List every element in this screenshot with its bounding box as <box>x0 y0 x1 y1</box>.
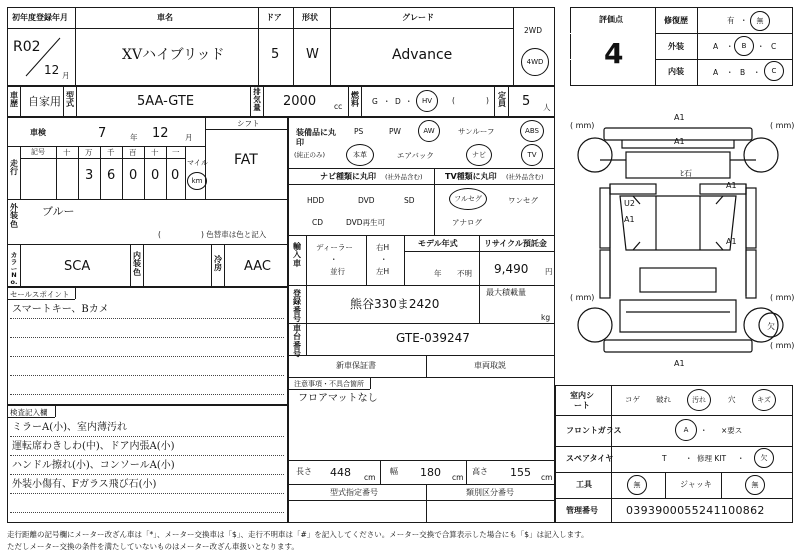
height-unit: cm <box>541 473 553 482</box>
shape-value: W <box>306 47 319 62</box>
repair-option-none-circled <box>750 11 770 31</box>
displacement-label: 排気量 <box>253 87 261 112</box>
seat-koge: コゲ <box>625 395 640 404</box>
first-reg-label: 初年度登録年月 <box>12 13 68 22</box>
inspector-note-line-2: 運転席わきしわ(中)、ドア内張A(小) <box>12 441 175 452</box>
windshield-label: フロントガラス <box>566 426 622 435</box>
rating-value: 4 <box>604 37 624 70</box>
shift-label: シフト <box>237 119 260 128</box>
warranty-new-car: 新車保証書 <box>336 361 376 370</box>
seat-yabure: 破れ <box>656 395 671 404</box>
diagram-mark-rear-bumper: A1 <box>674 359 685 368</box>
recycle-value: 9,490 <box>494 262 529 276</box>
interior-seat-label: 室内シート <box>570 391 594 411</box>
drive-2wd: 2WD <box>524 26 542 35</box>
equip-leather-circled <box>346 144 374 166</box>
inspector-note-line-1: ミラーA(小)、室内薄汚れ <box>12 422 128 433</box>
diagram-mark-front-bumper: A1 <box>674 113 685 122</box>
fuel-g: G <box>372 97 378 106</box>
spare-tire-label: スペアタイヤ <box>566 454 614 463</box>
seat-yogore: 汚れ <box>692 395 706 404</box>
height-value: 155 <box>510 466 531 479</box>
diagram-mark-left-front-door: U2 <box>624 199 635 208</box>
mileage-unit-sen: 千 <box>107 148 115 157</box>
import-left-h: 左H <box>376 267 390 276</box>
capacity-value: 5 <box>522 94 531 109</box>
fuel-label: 燃料 <box>351 91 359 109</box>
fuel-hv-circled <box>416 90 438 112</box>
inspector-note-line-4: 外装小傷有、Fガラス飛び石(小) <box>12 479 157 490</box>
tv-oneseg: ワンセグ <box>508 196 538 205</box>
inspection-label: 車検 <box>30 128 46 137</box>
seat-ana: 穴 <box>728 395 736 404</box>
mm-label-br2: ( mm) <box>770 341 795 350</box>
inspector-notes-label: 検査記入欄 <box>10 408 48 417</box>
interior-option-a: A <box>713 68 719 77</box>
spare-missing: 欠 <box>760 453 768 462</box>
shift-value: FAT <box>234 152 258 168</box>
drive-4wd-circled <box>521 48 549 76</box>
exterior-option-c: C <box>771 42 777 51</box>
import-right-h: 右H <box>376 243 390 252</box>
tv-sub: (社外品含む) <box>506 173 544 181</box>
tools-label: 工具 <box>576 480 592 489</box>
tools-value: 無 <box>633 480 641 489</box>
car-name-value: XVハイブリッド <box>122 47 225 63</box>
diagram-mark-left-door-2: A1 <box>624 215 635 224</box>
import-dealer: ディーラー <box>316 243 353 252</box>
mileage-unit-ichi: 一 <box>172 148 180 157</box>
navi-sub: (社外品含む) <box>385 173 423 181</box>
interior-option-c: C <box>771 66 777 75</box>
import-label: 輸入車 <box>293 242 301 268</box>
spare-repair-kit: 修理 KIT <box>697 454 727 463</box>
interior-label: 内装 <box>668 67 684 76</box>
length-unit: cm <box>364 473 376 482</box>
mileage-unit-juu: 十 <box>151 148 159 157</box>
tv-title: TV種類に丸印 <box>445 172 497 181</box>
mileage-label: 走行 <box>10 159 18 177</box>
navi-cd: CD <box>312 218 324 227</box>
warranty-manual: 車両取説 <box>474 361 506 370</box>
seat-yogore-circled <box>687 389 711 411</box>
width-unit: cm <box>452 473 464 482</box>
caution-value: フロアマットなし <box>298 393 378 404</box>
interior-option-c-circled <box>764 61 784 81</box>
footer-line-2: ただしメーター交換の条件を満たしていないものはメーター改ざん車扱いとなります。 <box>7 542 299 551</box>
interior-color-label: 内装色 <box>133 251 141 277</box>
mileage-digit-5: 0 <box>151 168 160 183</box>
ac-value: AAC <box>244 259 271 274</box>
first-reg-month-unit: 月 <box>62 71 70 80</box>
doors-value: 5 <box>271 47 280 62</box>
equip-airbag: エアバック <box>397 151 434 160</box>
color-no-label: カラーNo. <box>10 251 18 287</box>
exterior-label: 外装 <box>668 42 684 51</box>
mileage-km: km <box>191 176 203 185</box>
inspection-year-unit: 年 <box>130 133 138 142</box>
color-note: ) 色替車は色と記入 <box>201 230 267 239</box>
mileage-km-circled <box>187 172 207 190</box>
door-label: ドア <box>266 13 282 22</box>
drive-4wd: 4WD <box>526 57 544 66</box>
mm-label-tl: ( mm) <box>570 121 595 130</box>
diagram-mark-windshield: ﾋ石 <box>680 169 692 178</box>
navi-title: ナビ種類に丸印 <box>320 172 376 181</box>
navi-dvd-play: DVD再生可 <box>346 218 386 227</box>
equipment-sub: (純正のみ) <box>294 151 326 159</box>
model-year-label: モデル年式 <box>418 239 458 248</box>
equip-aw: AW <box>423 126 435 135</box>
equipment-label: 装備品に丸印 <box>296 128 336 148</box>
diagram-mark-hood: A1 <box>674 137 685 146</box>
model-label: 型式 <box>66 91 74 109</box>
equip-sunroof: サンルーフ <box>458 127 495 136</box>
width-label: 幅 <box>390 467 398 476</box>
interior-option-b: B <box>740 68 746 77</box>
diagram-mark-right-front-door: A1 <box>726 181 737 190</box>
first-reg-month: 12 <box>44 63 60 77</box>
equip-tv: TV <box>527 150 537 159</box>
exterior-option-a: A <box>713 42 719 51</box>
repair-option-none: 無 <box>756 16 764 25</box>
spare-missing-circled <box>754 448 774 468</box>
inspection-month: 12 <box>152 126 169 141</box>
fuel-d: D <box>395 97 401 106</box>
model-year-unit: 年 <box>434 269 442 278</box>
length-value: 448 <box>330 466 351 479</box>
exterior-option-b-circled <box>734 36 754 56</box>
mm-label-br: ( mm) <box>770 293 795 302</box>
selling-point-line-1: スマートキー、Bカメ <box>12 304 109 315</box>
model-designation-label: 型式指定番号 <box>330 488 378 497</box>
category-label: 類別区分番号 <box>466 488 514 497</box>
equip-abs: ABS <box>525 126 539 135</box>
max-load-label: 最大積載量 <box>486 288 526 297</box>
max-load-unit: kg <box>541 313 551 322</box>
color-no-value: SCA <box>64 259 91 274</box>
jack-value-circled <box>745 475 765 495</box>
jack-value: 無 <box>751 480 759 489</box>
displacement-unit: cc <box>334 102 343 111</box>
jack-label: ジャッキ <box>680 480 712 489</box>
shape-label: 形状 <box>302 13 318 22</box>
mileage-digit-4: 0 <box>129 168 138 183</box>
navi-dvd: DVD <box>358 196 375 205</box>
chassis-value: GTE-039247 <box>396 331 470 345</box>
tv-fullseg: フルセグ <box>454 194 482 203</box>
equip-navi-circled <box>466 144 492 166</box>
windshield-a-circled <box>675 419 697 441</box>
chassis-label: 車台番号 <box>293 324 301 359</box>
color-label: 外装色 <box>10 203 18 229</box>
tools-value-circled <box>627 475 647 495</box>
mileage-unit-10man: 十 <box>63 148 71 157</box>
repair-history-label: 修復歴 <box>664 16 688 25</box>
repair-option-yes: 有 <box>727 16 735 25</box>
inspection-year: 7 <box>98 126 107 141</box>
fuel-hv: HV <box>421 96 433 105</box>
footer-line-1: 走行距離の記号欄にメーター改ざん車は「*」、メーター交換車は「$」、走行不明車は「#」を記入してください。メーター交換で合算表示した場合にも「$」は記入します。 <box>7 530 589 539</box>
mileage-unit-hyaku: 百 <box>129 148 137 157</box>
equip-ps: PS <box>354 127 364 136</box>
car-name-label: 車名 <box>157 13 173 22</box>
recycle-unit: 円 <box>545 267 553 276</box>
spare-t: T <box>662 454 667 463</box>
mileage-sign-label: 記号 <box>31 148 45 156</box>
management-label: 管理番号 <box>566 506 598 515</box>
mileage-digit-3: 6 <box>107 168 116 183</box>
selling-points-label: セールスポイント <box>10 290 70 299</box>
mileage-digit-6: 0 <box>171 168 180 183</box>
tv-fullseg-circled <box>449 188 487 210</box>
length-label: 長さ <box>296 467 312 476</box>
capacity-unit: 人 <box>543 103 551 112</box>
mm-label-bl: ( mm) <box>570 293 595 302</box>
equip-navi: ナビ <box>472 150 486 159</box>
first-reg-era-year: R02 <box>13 39 41 55</box>
model-value: 5AA-GTE <box>137 94 195 109</box>
ac-label: 冷房 <box>214 255 222 273</box>
capacity-label: 定員 <box>498 91 506 109</box>
diagram-mark-spare: 欠 <box>767 322 775 331</box>
caution-label: 注意事項・不具合箇所 <box>294 380 364 388</box>
management-value: 0393900055241100862 <box>626 504 765 517</box>
usage-value: 自家用 <box>28 95 61 108</box>
usage-label: 車歴 <box>10 91 18 109</box>
mileage-digit-2: 3 <box>85 168 94 183</box>
navi-hdd: HDD <box>307 196 325 205</box>
height-label: 高さ <box>472 467 488 476</box>
equip-pw: PW <box>389 127 401 136</box>
equip-aw-circled <box>418 120 440 142</box>
equip-tv-circled <box>521 144 543 166</box>
car-diagram <box>560 100 796 382</box>
model-year-value: 不明 <box>457 269 472 278</box>
mileage-mile-label: マイル <box>187 159 208 167</box>
navi-sd: SD <box>404 196 415 205</box>
displacement-value: 2000 <box>283 94 317 109</box>
recycle-label: リサイクル預託金 <box>484 239 547 248</box>
registration-label: 登録番号 <box>293 289 301 324</box>
diagram-mark-right-rear-door: A1 <box>726 237 737 246</box>
inspector-note-line-3: ハンドル擦れ(小)、コンソールA(小) <box>12 460 175 471</box>
seat-kizu-circled <box>752 389 776 411</box>
windshield-ys: ×要ス <box>721 426 743 435</box>
grade-label: グレード <box>402 13 434 22</box>
exterior-option-b: B <box>741 41 747 50</box>
inspection-month-unit: 月 <box>185 133 193 142</box>
windshield-a: A <box>683 425 689 434</box>
mileage-unit-man: 万 <box>85 148 93 157</box>
registration-value: 熊谷330ま2420 <box>350 297 440 311</box>
equip-abs-circled <box>520 120 544 142</box>
seat-kizu: キズ <box>757 395 771 404</box>
rating-label: 評価点 <box>599 15 623 24</box>
tv-analog: アナログ <box>452 218 482 227</box>
color-value: ブルー <box>42 205 75 218</box>
width-value: 180 <box>420 466 441 479</box>
import-parallel: 並行 <box>330 267 345 276</box>
equip-leather: 本革 <box>353 150 367 159</box>
grade-value: Advance <box>392 47 453 63</box>
mm-label-tr: ( mm) <box>770 121 795 130</box>
row2-frame <box>7 86 555 117</box>
